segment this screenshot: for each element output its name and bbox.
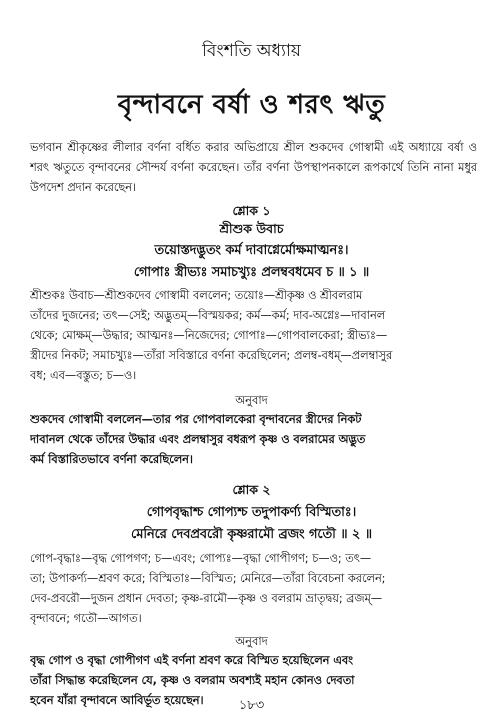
verse-2-line-1: গোপবৃদ্ধাশ্চ গোপ্যশ্চ তদুপাকর্ণ্য বিস্মিতাঃ।	[146, 505, 357, 520]
synonym-line: থেকে; মোক্ষম্—উদ্ধার; আত্মনঃ—নিজেদের; গোপাঃ—গোপবালকেরা; স্ত্রীভ্যঃ—	[30, 329, 388, 342]
intro-line: উপস্থাপনকালে রূপকার্থে তিনি নানা মধুর উপদেশ প্রদান করেছেন।	[30, 161, 477, 194]
verse-1-speaker: শ্রীশুক উবাচ	[219, 221, 284, 236]
page-number: ১৮৩	[238, 698, 265, 713]
synonym-line: তা; উপাকর্ণ্য—শ্রবণ করে; বিস্মিতাঃ—বিস্মিত; মেনিরে—তাঁরা বিবেচনা করলেন;	[30, 572, 386, 585]
chapter-intro	[30, 138, 477, 198]
verse-2-synonyms	[30, 549, 477, 629]
intro-line: ভগবান শ্রীকৃষ্ণের লীলার বর্ণনা বর্ধিত করার অভিপ্রায়ে শ্রীল শুকদেব গোস্বামী	[30, 141, 384, 154]
verse-2-line-2: মেনিরে দেবপ্রবরৌ কৃষ্ণরামৌ ব্রজং গতৌ ॥ ২ ॥	[131, 527, 372, 542]
verse-2-heading: শ্লোক ২	[232, 482, 271, 497]
chapter-number: বিংশতি অধ্যায়	[202, 41, 301, 61]
verse-1-translation-label: অনুবাদ	[235, 393, 268, 407]
intro-line: এই অধ্যায়ে বর্ষা ও শরৎ ঋতুতে বৃন্দাবনের সৌন্দর্য বর্ণনা করেছেন। তাঁর বর্ণনা	[30, 141, 477, 174]
translation-line: তাঁরা সিদ্ধান্ত করেছিলেন যে, কৃষ্ণ ও বলরাম অবশ্যই মহান কোনও দেবতা	[30, 674, 355, 687]
translation-line: দাবানল থেকে তাঁদের উদ্ধার এবং প্রলম্বাসুর বধরূপ কৃষ্ণ ও বলরামের অদ্ভুত	[30, 433, 366, 446]
synonym-line: বৃন্দাবনে; গতৌ—আগত।	[30, 612, 142, 625]
synonym-line: বধ; এব—বস্তুত; চ—ও।	[30, 369, 137, 382]
verse-1-line-1: তয়োস্তদদ্ভুতং কর্ম দাবাগ্নের্মোক্ষমাত্মনঃ।	[154, 243, 349, 258]
verse-1-synonyms	[30, 286, 477, 386]
verse-2-translation-label: অনুবাদ	[235, 634, 268, 648]
synonym-line: তাঁদের দুজনের; তৎ—সেই; অদ্ভুতম্—বিস্ময়কর; কর্ম—কর্ম; দাব-অগ্নেঃ—দাবানল	[30, 309, 386, 322]
translation-line: শুকদেব গোস্বামী বললেন—তার পর গোপবালকেরা বৃন্দাবনের স্ত্রীদের নিকট	[30, 413, 362, 426]
synonym-line: দেব-প্রবরৌ—দুজন প্রধান দেবতা; কৃষ্ণ-রামৌ—কৃষ্ণ ও বলরাম ভ্রাতৃদ্বয়; ব্রজম্—	[30, 592, 383, 605]
verse-1-heading: শ্লোক ১	[232, 203, 271, 218]
translation-line: বৃদ্ধ গোপ ও বৃদ্ধা গোপীগণ এই বর্ণনা শ্রবণ করে বিস্মিত হয়েছিলেন এবং	[30, 654, 354, 667]
translation-line: কর্ম বিস্তারিতভাবে বর্ণনা করেছিলেন।	[30, 453, 193, 466]
verse-1-line-2: গোপাঃ স্ত্রীভ্যঃ সমাচখ্যুঃ প্রলম্ববধমেব চ ॥ ১ ॥	[133, 265, 370, 280]
synonym-line: স্ত্রীদের নিকট; সমাচখ্যুঃ—তাঁরা সবিস্তারে বর্ণনা করেছিলেন; প্রলম্ব-বধম্—প্রলম্বাসুর	[30, 349, 393, 362]
verse-1-translation	[30, 410, 477, 470]
translation-line: হবেন যাঁরা বৃন্দাবনে আবির্ভূত হয়েছেন।	[30, 694, 204, 707]
synonym-line: শ্রীশুকঃ উবাচ—শ্রীশুকদেব গোস্বামী বললেন; তয়োঃ—শ্রীকৃষ্ণ ও শ্রীবলরাম	[30, 289, 363, 302]
chapter-title: বৃন্দাবনে বর্ষা ও শরৎ ঋতু	[117, 90, 386, 120]
synonym-line: গোপ-বৃদ্ধাঃ—বৃদ্ধ গোপগণ; চ—এবং; গোপ্যঃ—বৃদ্ধা গোপীগণ; চ—ও; তৎ—	[30, 552, 372, 565]
